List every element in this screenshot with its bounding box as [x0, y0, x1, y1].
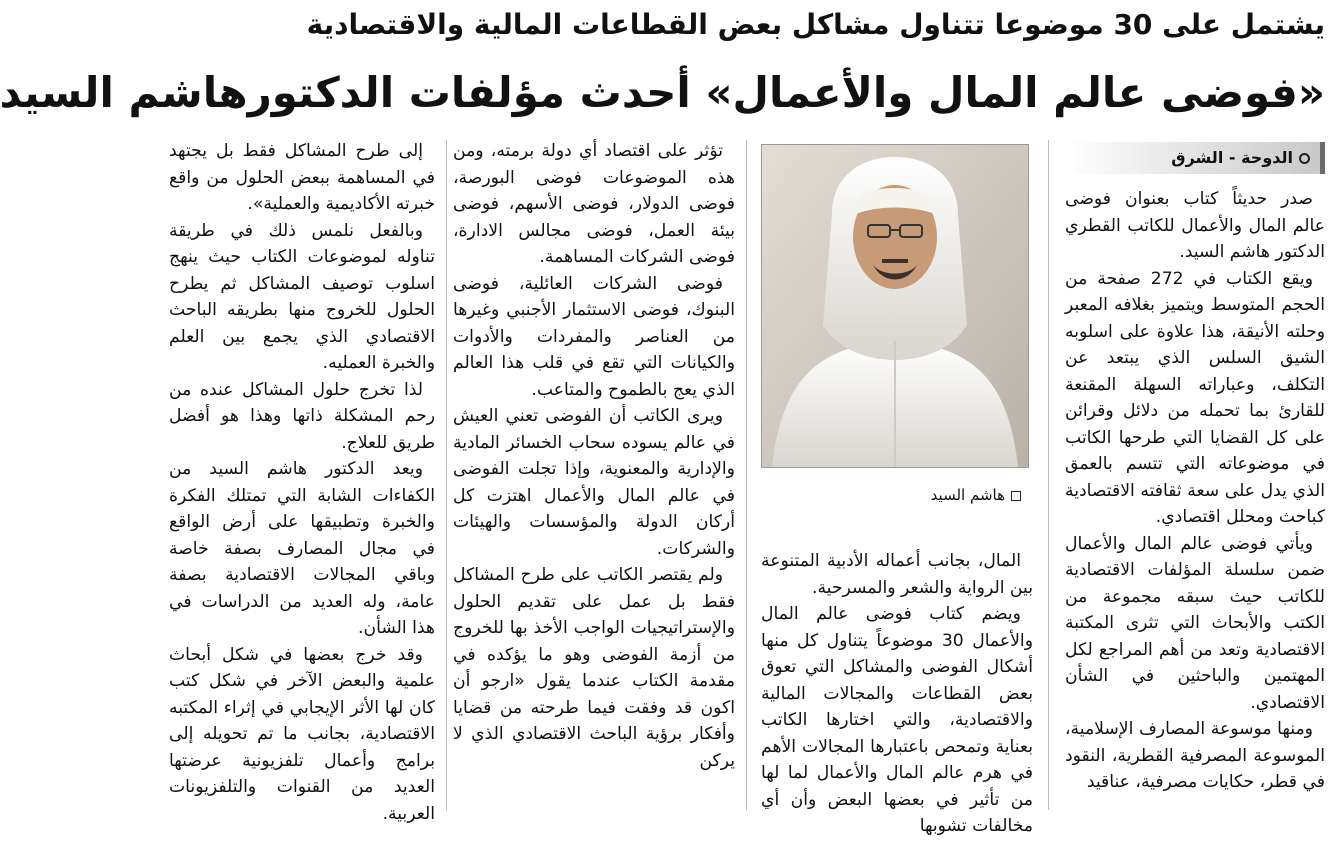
column-divider	[1048, 140, 1049, 810]
article-column-1	[1065, 186, 1325, 858]
paragraph: لذا تخرج حلول المشاكل عنده من رحم المشكلة ذاتها وهذا هو أفضل طريق للعلاج.	[169, 379, 435, 453]
article-kicker: يشتمل على 30 موضوعا تتناول مشاكل بعض القطاعات المالية والاقتصادية	[306, 8, 1325, 41]
paragraph: تؤثر على اقتصاد أي دولة برمته، ومن هذه الموضوعات فوضى البورصة، فوضى الدولار، فوضى الأسهم، فوضى بيئة العمل، فوضى مجالس الادارة، فوضى الشركات المساهمة.	[453, 141, 735, 267]
article-column-4	[169, 138, 435, 824]
byline-text: الدوحة - الشرق	[1171, 148, 1293, 167]
paragraph: ويأتي فوضى عالم المال والأعمال ضمن سلسلة المؤلفات الاقتصادية للكاتب حيث سبقه مجموعة من الكتب والأبحاث التي تثرى المكتبة الاقتصادية وتعد من أهم المراجع لكل المهتمين والباحثين في الشأن الاقتصادي.	[1065, 533, 1325, 713]
paragraph: فوضى الشركات العائلية، فوضى البنوك، فوضى الاستثمار الأجنبي وغيرها من العناصر والمفردات والأدوات والكيانات التي تقع في قلب هذا العالم الذي يعج بالطموح والمتاعب.	[453, 273, 735, 400]
author-photo	[761, 144, 1029, 468]
paragraph: وقد خرج بعضها في شكل أبحاث علمية والبعض الآخر في شكل كتب كان لها الأثر الإيجابي في إثراء المكتبه الاقتصادية، بجانب ما تم تحويله إلى برامج وأعمال تلفزيونية عرضتها العديد من القنوات والتلفزيونات العربية.	[169, 644, 435, 824]
column-divider	[746, 140, 747, 810]
article-column-2	[761, 548, 1033, 836]
author-portrait-image	[762, 145, 1028, 467]
paragraph: ومنها موسوعة المصارف الإسلامية، الموسوعة المصرفية القطرية، النقود في قطر، حكايات مصرفية، عناقيد	[1065, 719, 1325, 792]
paragraph: صدر حديثاً كتاب بعنوان فوضى عالم المال والأعمال للكاتب القطري الدكتور هاشم السيد.	[1065, 189, 1325, 262]
circle-bullet-icon	[1299, 153, 1310, 164]
paragraph: ويقع الكتاب في 272 صفحة من الحجم المتوسط ويتميز بغلافه المعبر وحلته الأنيقة، هذا علاوة على اسلوبه الشيق السلس الذي يبتعد عن التكلف، وعباراته السهلة المقنعة للقارئ بما تحمله من دلائل وقرائن على كل القضايا التي طرحها الكاتب في موضوعاته التي تتسم بالعمق الذي يدل على سعة ثقافته الاقتصادية كباحث ومحلل اقتصادي.	[1065, 268, 1325, 527]
paragraph: وبالفعل نلمس ذلك في طريقة تناوله لموضوعات الكتاب حيث ينهج اسلوب توصيف المشاكل ثم يطرح الحلول للخروج منها بطريقه الباحث الاقتصادي الذي يجمع بين العلم والخبرة العمليه.	[169, 220, 435, 373]
paragraph: ولم يقتصر الكاتب على طرح المشاكل فقط بل عمل على تقديم الحلول والإستراتيجيات الواجب الأخذ بها للخروج من أزمة الفوضى وهو ما يؤكده في مقدمة الكتاب عندما يقول «ارجو أن اكون قد وفقت فيما طرحته من قضايا وأفكار برؤية الباحث الاقتصادي الذي لا يركن	[453, 565, 735, 771]
paragraph: المال، بجانب أعماله الأدبية المتنوعة بين الرواية والشعر والمسرحية.	[761, 551, 1033, 598]
photo-caption-text: هاشم السيد	[930, 486, 1005, 504]
paragraph: ويرى الكاتب أن الفوضى تعني العيش في عالم يسوده سحاب الخسائر المادية والإدارية والمعنوية، وإذا تجلت الفوضى في عالم المال والأعمال اهتزت كل أركان الدولة والمؤسسات والهيئات والشركات.	[453, 406, 735, 559]
byline	[1067, 142, 1325, 174]
column-divider	[446, 140, 447, 810]
paragraph: ويضم كتاب فوضى عالم المال والأعمال 30 موضوعاً يتناول كل منها أشكال الفوضى والمشاكل التي تعوق بعض القطاعات والمجالات المالية والاقتصادية، والتي اختارها الكاتب بعناية وتمحص باعتبارها المجالات الأهم في هرم عالم المال والأعمال لما لها من تأثير في بعضها البعض وأن أي مخالفات تشوبها	[761, 604, 1033, 836]
paragraph: ويعد الدكتور هاشم السيد من الكفاءات الشابة التي تمتلك الفكرة والخبرة وتطبيقها على أرض الواقع في مجال المصارف بصفة خاصة وباقي المجالات الاقتصادية بصفة عامة، وله العديد من الدراسات في هذا الشأن.	[169, 459, 435, 638]
photo-caption	[761, 484, 1021, 506]
square-bullet-icon	[1011, 491, 1021, 501]
article-column-3	[453, 138, 735, 810]
article-headline: «فوضى عالم المال والأعمال» أحدث مؤلفات الدكتورهاشم السيد	[0, 68, 1325, 117]
paragraph: إلى طرح المشاكل فقط بل يجتهد في المساهمة ببعض الحلول من واقع خبرته الأكاديمية والعملية».	[169, 141, 435, 214]
